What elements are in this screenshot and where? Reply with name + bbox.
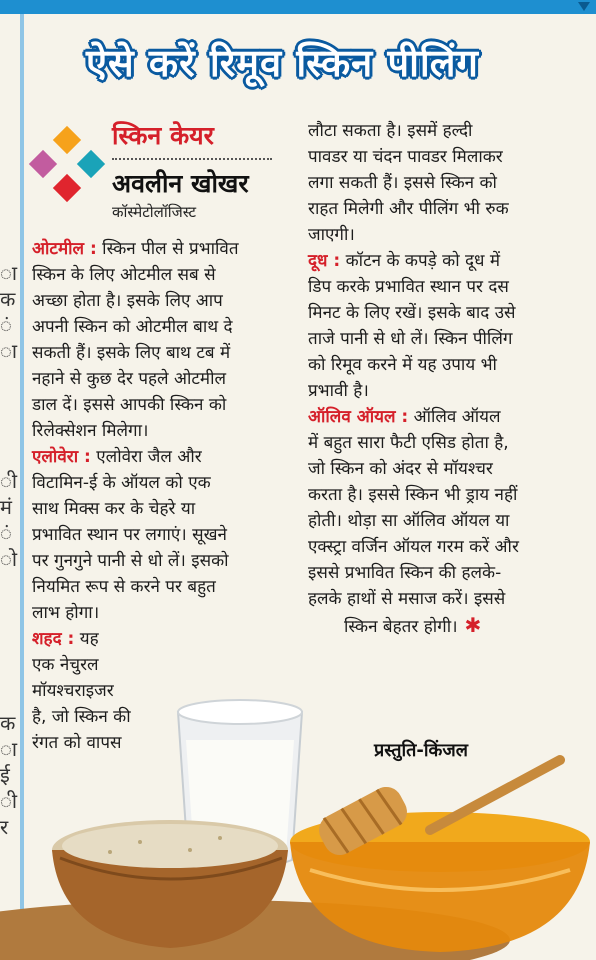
paragraph-text: एक्स्ट्रा वर्जिन ऑयल गरम करें और [308, 537, 519, 557]
paragraph-text: राहत मिलेगी और पीलिंग भी रुक [308, 199, 509, 219]
paragraph-text: रंगत को वापस [32, 733, 122, 753]
text-line [32, 704, 294, 730]
paragraph-text: होती। थोड़ा सा ऑलिव ऑयल या [308, 511, 510, 531]
text-line [32, 652, 294, 678]
paragraph-text: नहाने से कुछ देर पहले ओटमील [32, 369, 227, 389]
text-line [32, 444, 294, 470]
paragraph-text: कॉटन के कपड़े को दूध में [340, 251, 501, 271]
paragraph-text: स्किन के लिए ओटमील सब से [32, 265, 216, 285]
text-line [308, 456, 560, 482]
article-column-2 [308, 118, 560, 640]
text-line [308, 560, 560, 586]
text-line [308, 430, 560, 456]
fragment-char: ो [0, 547, 18, 571]
fragment-char: ा [0, 339, 18, 363]
text-line [32, 288, 294, 314]
fragment-char: ं [0, 313, 12, 337]
article-column-1 [32, 236, 294, 756]
paragraph-text: मॉयश्चराइजर [32, 681, 114, 701]
author-name: अवलीन खोखर [112, 169, 249, 198]
paragraph-text: नियमित रूप से करने पर बहुत [32, 577, 216, 597]
paragraph-text: अच्छा होता है। इसके लिए आप [32, 291, 223, 311]
text-line [308, 612, 560, 640]
paragraph-text: लगा सकती हैं। इससे स्किन को [308, 173, 497, 193]
paragraph-text: प्रभावित स्थान पर लगाएं। सूखने [32, 525, 227, 545]
text-line [32, 418, 294, 444]
fragment-char: ा [0, 261, 18, 285]
text-line [308, 326, 560, 352]
text-line [308, 534, 560, 560]
paragraph-text: लाभ होगा। [32, 603, 100, 623]
author-role: कॉस्मेटोलॉजिस्ट [112, 203, 197, 221]
text-line [32, 496, 294, 522]
paragraph-text: अपनी स्किन को ओटमील बाथ दे [32, 317, 233, 337]
paragraph-lead: ऑलिव ऑयल : [308, 407, 409, 427]
paragraph-text: पर गुनगुने पानी से धो लें। इसको [32, 551, 229, 571]
paragraph-text: में बहुत सारा फैटी एसिड होता है, [308, 433, 509, 453]
paragraph-text: मिनट के लिए रखें। इसके बाद उसे [308, 303, 516, 323]
fragment-char: ी [0, 469, 18, 493]
fragment-char: ी [0, 789, 18, 813]
text-line [308, 196, 560, 222]
paragraph-lead: ओटमील : [32, 239, 97, 259]
text-line [308, 404, 560, 430]
paragraph-text: डिप करके प्रभावित स्थान पर दस [308, 277, 509, 297]
paragraph-lead: दूध : [308, 251, 341, 271]
paragraph-text: विटामिन-ई के ऑयल को एक [32, 473, 211, 493]
text-line [308, 170, 560, 196]
text-line [32, 678, 294, 704]
text-line [32, 522, 294, 548]
text-line [308, 274, 560, 300]
text-line [32, 262, 294, 288]
paragraph-text: डाल दें। इससे आपकी स्किन को [32, 395, 227, 415]
diamond-logo-icon [30, 128, 104, 202]
paragraph-text: स्किन बेहतर होगी। [344, 617, 458, 637]
text-line [32, 730, 294, 756]
credit-line: प्रस्तुति-किंजल [374, 740, 468, 761]
paragraph-text: साथ मिक्स कर के चेहरे या [32, 499, 196, 519]
text-line [308, 352, 560, 378]
text-line [32, 470, 294, 496]
text-line [32, 626, 294, 652]
text-line [308, 300, 560, 326]
text-line [32, 340, 294, 366]
paragraph-text: एक नेचुरल [32, 655, 99, 675]
paragraph-text: प्रभावी है। [308, 381, 369, 401]
text-line [308, 482, 560, 508]
paragraph-text: करता है। इससे स्किन भी ड्राय नहीं [308, 485, 518, 505]
paragraph-text: सकती हैं। इसके लिए बाथ टब में [32, 343, 231, 363]
text-line [32, 574, 294, 600]
text-line [308, 378, 560, 404]
fragment-char: ा [0, 737, 18, 761]
paragraph-lead: एलोवेरा : [32, 447, 91, 467]
dotted-divider [112, 158, 272, 160]
text-line [32, 366, 294, 392]
fragment-char: ं [0, 521, 12, 545]
paragraph-text: जाएगी। [308, 225, 355, 245]
text-line [32, 548, 294, 574]
paragraph-text: स्किन पील से प्रभावित [96, 239, 239, 259]
fragment-char: र [0, 815, 9, 839]
paragraph-text: है, जो स्किन की [32, 707, 131, 727]
paragraph-text: को रिमूव करने में यह उपाय भी [308, 355, 497, 375]
text-line [308, 118, 560, 144]
paragraph-text: ऑलिव ऑयल [408, 407, 501, 427]
paragraph-text: हलके हाथों से मसाज करें। इससे [308, 589, 506, 609]
end-asterisk-icon: ✱ [457, 613, 482, 637]
paragraph-text: पावडर या चंदन पावडर मिलाकर [308, 147, 503, 167]
text-line [308, 508, 560, 534]
paragraph-text: लौटा सकता है। इसमें हल्दी [308, 121, 473, 141]
paragraph-text: इससे प्रभावित स्किन की हलके- [308, 563, 502, 583]
fragment-char: क [0, 287, 16, 311]
paragraph-text: जो स्किन को अंदर से मॉयश्चर [308, 459, 493, 479]
headline: ऐसे करें रिमूव स्किन पीलिंग [86, 41, 479, 85]
paragraph-text: ताजे पानी से धो लें। स्किन पीलिंग [308, 329, 513, 349]
text-line [32, 600, 294, 626]
text-line [32, 314, 294, 340]
text-line [308, 586, 560, 612]
text-line [32, 236, 294, 262]
fragment-char: मं [0, 495, 12, 519]
paragraph-text: रिलेक्सेशन मिलेगा। [32, 421, 149, 441]
text-line [308, 248, 560, 274]
paragraph-text: एलोवेरा जैल और [90, 447, 202, 467]
text-line [32, 392, 294, 418]
fragment-char: ई [0, 763, 10, 787]
text-line [308, 222, 560, 248]
section-label: स्किन केयर [112, 121, 214, 150]
text-line [308, 144, 560, 170]
fragment-char: क [0, 711, 16, 735]
paragraph-text: यह [74, 629, 99, 649]
paragraph-lead: शहद : [32, 629, 75, 649]
